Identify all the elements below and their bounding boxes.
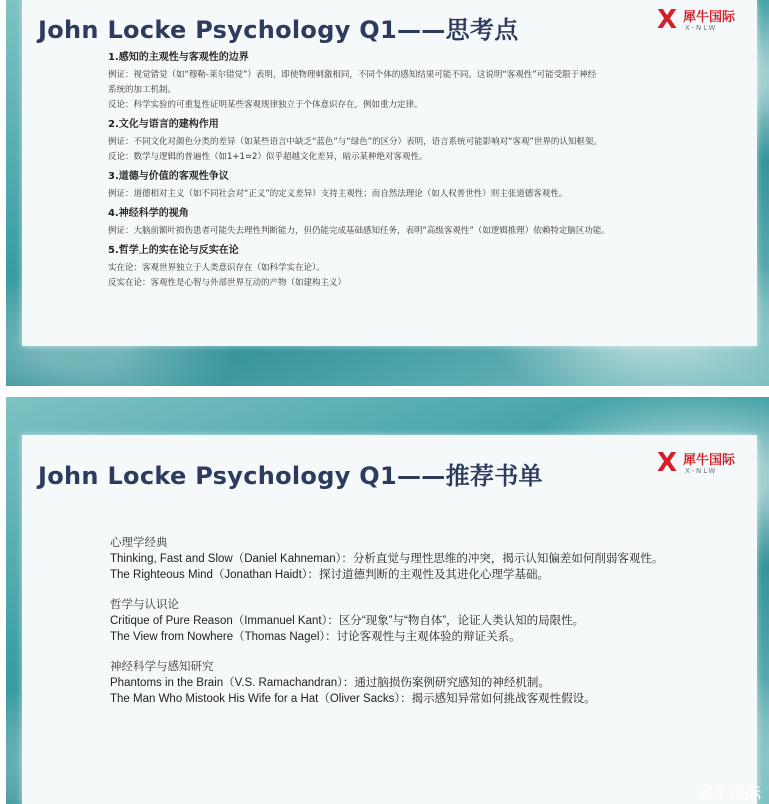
logo-sub-text: X-NLW xyxy=(685,24,718,32)
brand-logo xyxy=(653,4,739,40)
point-heading: 4.神经科学的视角 xyxy=(108,208,189,219)
point-line: 例证：大脑前额叶损伤患者可能失去理性判断能力，但仍能完成基础感知任务，表明“高级客观性”（如逻辑推理）依赖特定脑区功能。 xyxy=(108,226,610,236)
section-heading: 神经科学与感知研究 xyxy=(110,661,214,673)
point-1 xyxy=(108,50,748,113)
book-list xyxy=(110,535,750,721)
logo-brand-text: 犀牛国际 xyxy=(683,453,736,468)
logo-x-icon: X xyxy=(656,5,678,35)
point-3 xyxy=(108,169,748,202)
point-4 xyxy=(108,206,748,239)
point-line: 例证：道德相对主义（如不同社会对“正义”的定义差异）支持主观性；而自然法理论（如人权普世性）则主张道德客观性。 xyxy=(108,189,568,199)
book-item: Phantoms in the Brain（V.S. Ramachandran）：通过脑损伤案例研究感知的神经机制。 xyxy=(110,677,550,689)
point-heading: 5.哲学上的实在论与反实在论 xyxy=(108,245,239,256)
section-heading: 哲学与认识论 xyxy=(110,599,179,611)
book-section-psychology xyxy=(110,535,750,583)
slide-reading-list xyxy=(6,397,769,804)
brand-logo xyxy=(653,447,739,483)
logo-sub-text: X-NLW xyxy=(685,467,718,475)
book-item: Thinking, Fast and Slow（Daniel Kahneman）：分析直觉与理性思维的冲突，揭示认知偏差如何削弱客观性。 xyxy=(110,553,664,565)
point-line: 反论：数学与逻辑的普遍性（如1+1=2）似乎超越文化差异，暗示某种绝对客观性。 xyxy=(108,152,428,162)
point-line: 实在论：客观世界独立于人类意识存在（如科学实在论）。 xyxy=(108,263,325,273)
point-line: 反实在论：客观性是心智与外部世界互动的产物（如建构主义） xyxy=(108,278,347,288)
point-heading: 2.文化与语言的建构作用 xyxy=(108,119,219,130)
slide-title: John Locke Psychology Q1——推荐书单 xyxy=(38,462,543,490)
slide-card xyxy=(22,0,757,346)
book-section-philosophy xyxy=(110,597,750,645)
point-line: 例证：视觉错觉（如“穆勒-莱尔错觉”）表明，即使物理刺激相同，不同个体的感知结果可能不同。这说明“客观性”可能受限于神经 xyxy=(108,70,597,80)
section-heading: 心理学经典 xyxy=(110,537,168,549)
book-item: The View from Nowhere（Thomas Nagel）：讨论客观性与主观体验的辩证关系。 xyxy=(110,631,521,643)
slide-thinking-points xyxy=(6,0,769,386)
point-line: 例证：不同文化对颜色分类的差异（如某些语言中缺乏“蓝色”与“绿色”的区分）表明，语言系统可能影响对“客观”世界的认知框架。 xyxy=(108,137,602,147)
book-item: Critique of Pure Reason（Immanuel Kant）：区分“现象”与“物自体”，论证人类认知的局限性。 xyxy=(110,615,585,627)
slide-card xyxy=(22,435,757,804)
book-section-neuroscience xyxy=(110,659,750,707)
logo-brand-text: 犀牛国际 xyxy=(683,10,736,25)
point-line: 系统的加工机制。 xyxy=(108,85,177,95)
logo-x-icon: X xyxy=(656,448,678,478)
point-heading: 1.感知的主观性与客观性的边界 xyxy=(108,52,249,63)
point-line: 反论：科学实验的可重复性证明某些客观规律独立于个体意识存在，例如重力定律。 xyxy=(108,100,423,110)
watermark-text: 犀牛国际 xyxy=(696,784,761,803)
point-2 xyxy=(108,117,748,165)
book-item: The Man Who Mistook His Wife for a Hat（Oliver Sacks）：揭示感知异常如何挑战客观性假设。 xyxy=(110,693,596,705)
point-5 xyxy=(108,243,748,291)
slide-title: John Locke Psychology Q1——思考点 xyxy=(38,16,519,44)
point-heading: 3.道德与价值的客观性争议 xyxy=(108,171,229,182)
thinking-points-list xyxy=(108,46,748,291)
book-item: The Righteous Mind（Jonathan Haidt）：探讨道德判断的主观性及其进化心理学基础。 xyxy=(110,569,550,581)
